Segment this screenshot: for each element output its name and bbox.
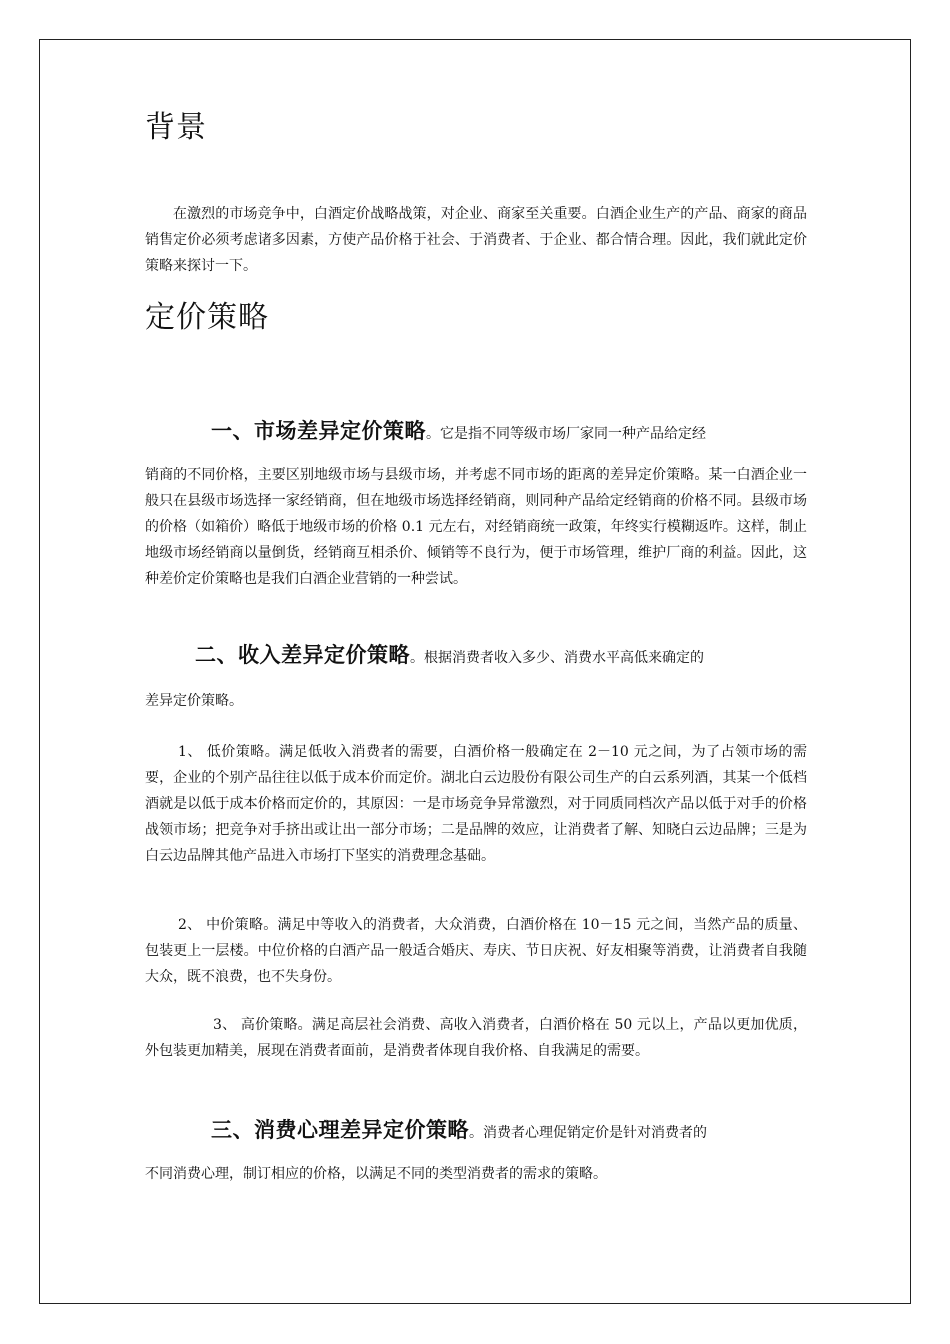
background-paragraph: 在激烈的市场竞争中，白酒定价战略战策，对企业、商家至关重要。白酒企业生产的产品、商家的商品销售定价必须考虑诸多因素，方使产品价格于社会、于消费者、于企业、都合情合理。因此，我们就此定价策略来探讨一下。	[145, 206, 807, 274]
section1-text-first: 。它是指不同等级市场厂家同一种产品给定经	[426, 426, 706, 442]
section3-text-first: 。消费者心理促销定价是针对消费者的	[469, 1125, 707, 1141]
section2-item-mid: 2、 中价策略。满足中等收入的消费者，大众消费，白酒价格在 10－15 元之间，当然产品的质量、包装更上一层楼。中位价格的白酒产品一般适合婚庆、寿庆、节日庆祝、好友相聚等消费，让消费者自我随大众，既不浪费，也不失身份。	[145, 917, 807, 985]
section2-heading-line	[145, 642, 807, 671]
section3-title: 三、消费心理差异定价策略	[211, 1118, 469, 1142]
section2-text-first: 。根据消费者收入多少、消费水平高低来确定的	[410, 650, 704, 666]
section2-item-high: 3、 高价策略。满足高层社会消费、高收入消费者，白酒价格在 50 元以上，产品以更加优质，外包装更加精美，展现在消费者面前，是消费者体现自我价格、自我满足的需要。	[145, 1017, 807, 1059]
section2-item-low: 1、 低价策略。满足低收入消费者的需要，白酒价格一般确定在 2－10 元之间，为了占领市场的需要，企业的个别产品往往以低于成本价而定价。湖北白云边股份有限公司生产的白云系列酒，其某一个低档酒就是以低于成本价格而定价的，其原因：一是市场竞争异常激烈，对于同质同档次产品以低于对手的价格战领市场；把竞争对手挤出或让出一部分市场；二是品牌的效应，让消费者了解、知晓白云边品牌；三是为白云边品牌其他产品进入市场打下坚实的消费理念基础。	[145, 744, 807, 864]
section2-title: 二、收入差异定价策略	[195, 643, 410, 667]
section1-heading-line	[145, 418, 807, 447]
section3-heading-line	[145, 1117, 807, 1146]
section1-paragraph: 销商的不同价格，主要区别地级市场与县级市场，并考虑不同市场的距离的差异定价策略。某一白酒企业一般只在县级市场选择一家经销商，但在地级市场选择经销商，则同种产品给定经销商的价格不同。县级市场的价格（如箱价）略低于地级市场的价格 0.1 元左右，对经销商统一政策，年终实行模糊返咋。这样，制止地级市场经销商以量倒货，经销商互相杀价、倾销等不良行为，便于市场管理，维护厂商的利益。因此，这种差价定价策略也是我们白酒企业营销的一种尝试。	[145, 467, 807, 587]
section3-paragraph: 不同消费心理，制订相应的价格，以满足不同的类型消费者的需求的策略。	[145, 1166, 607, 1182]
strategy-heading: 定价策略	[145, 300, 269, 335]
section1-title: 一、市场差异定价策略	[211, 419, 426, 443]
background-heading: 背景	[145, 110, 207, 145]
section2-paragraph: 差异定价策略。	[145, 693, 243, 709]
